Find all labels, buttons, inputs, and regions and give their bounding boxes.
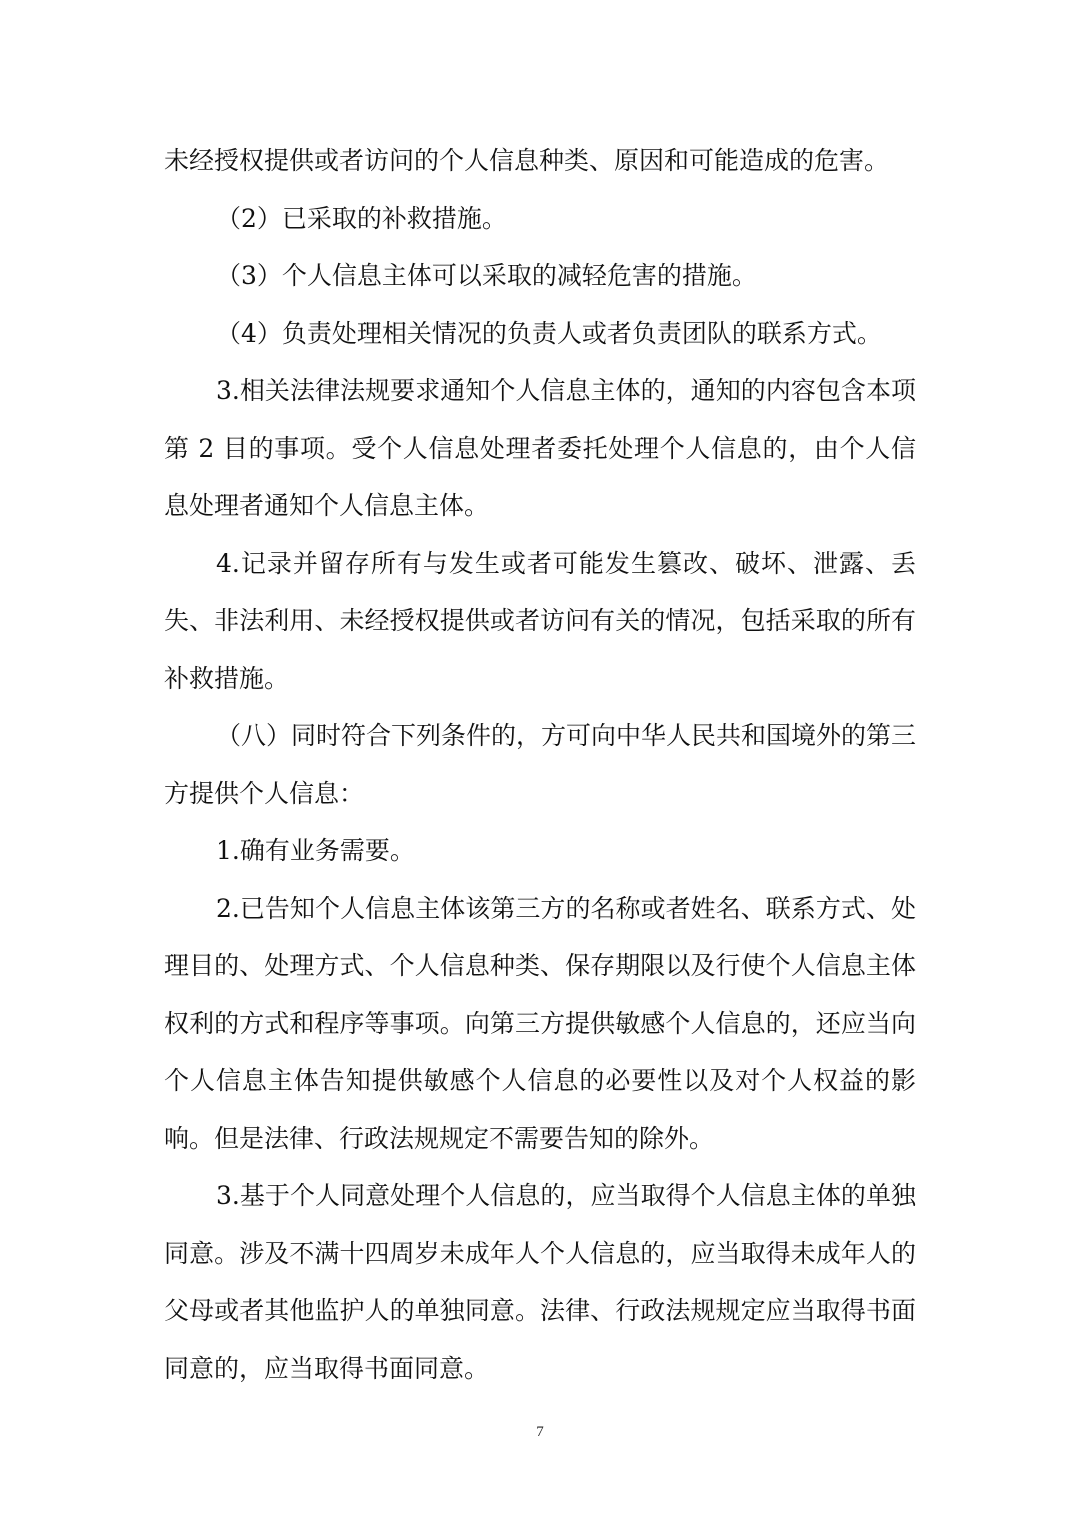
paragraph: （八）同时符合下列条件的，方可向中华人民共和国境外的第三方提供个人信息： <box>164 721 917 808</box>
paragraph: （3）个人信息主体可以采取的减轻危害的措施。 <box>216 261 757 290</box>
paragraph: 2.已告知个人信息主体该第三方的名称或者姓名、联系方式、处理目的、处理方式、个人信息种类、保存期限以及行使个人信息主体权利的方式和程序等事项。向第三方提供敏感个人信息的，还应当向个人信息主体告知提供敏感个人信息的必要性以及对个人权益的影响。但是法律、行政法规规定不需要告知的除外。 <box>164 893 916 1153</box>
document-body <box>164 132 916 1397</box>
paragraph: 3.基于个人同意处理个人信息的，应当取得个人信息主体的单独同意。涉及不满十四周岁未成年人个人信息的，应当取得未成年人的父母或者其他监护人的单独同意。法律、行政法规规定应当取得书面同意的，应当取得书面同意。 <box>164 1181 916 1383</box>
paragraph: 3.相关法律法规要求通知个人信息主体的，通知的内容包含本项第 2 目的事项。受个人信息处理者委托处理个人信息的，由个人信息处理者通知个人信息主体。 <box>164 376 916 520</box>
paragraph: （4）负责处理相关情况的负责人或者负责团队的联系方式。 <box>216 318 882 348</box>
paragraph: 未经授权提供或者访问的个人信息种类、原因和可能造成的危害。 <box>164 146 890 175</box>
page-number: 7 <box>536 1424 544 1440</box>
paragraph: （2）已采取的补救措施。 <box>216 203 507 233</box>
paragraph: 1.确有业务需要。 <box>216 836 415 865</box>
paragraph: 4.记录并留存所有与发生或者可能发生篡改、破坏、泄露、丢失、非法利用、未经授权提供或者访问有关的情况，包括采取的所有补救措施。 <box>164 548 916 693</box>
